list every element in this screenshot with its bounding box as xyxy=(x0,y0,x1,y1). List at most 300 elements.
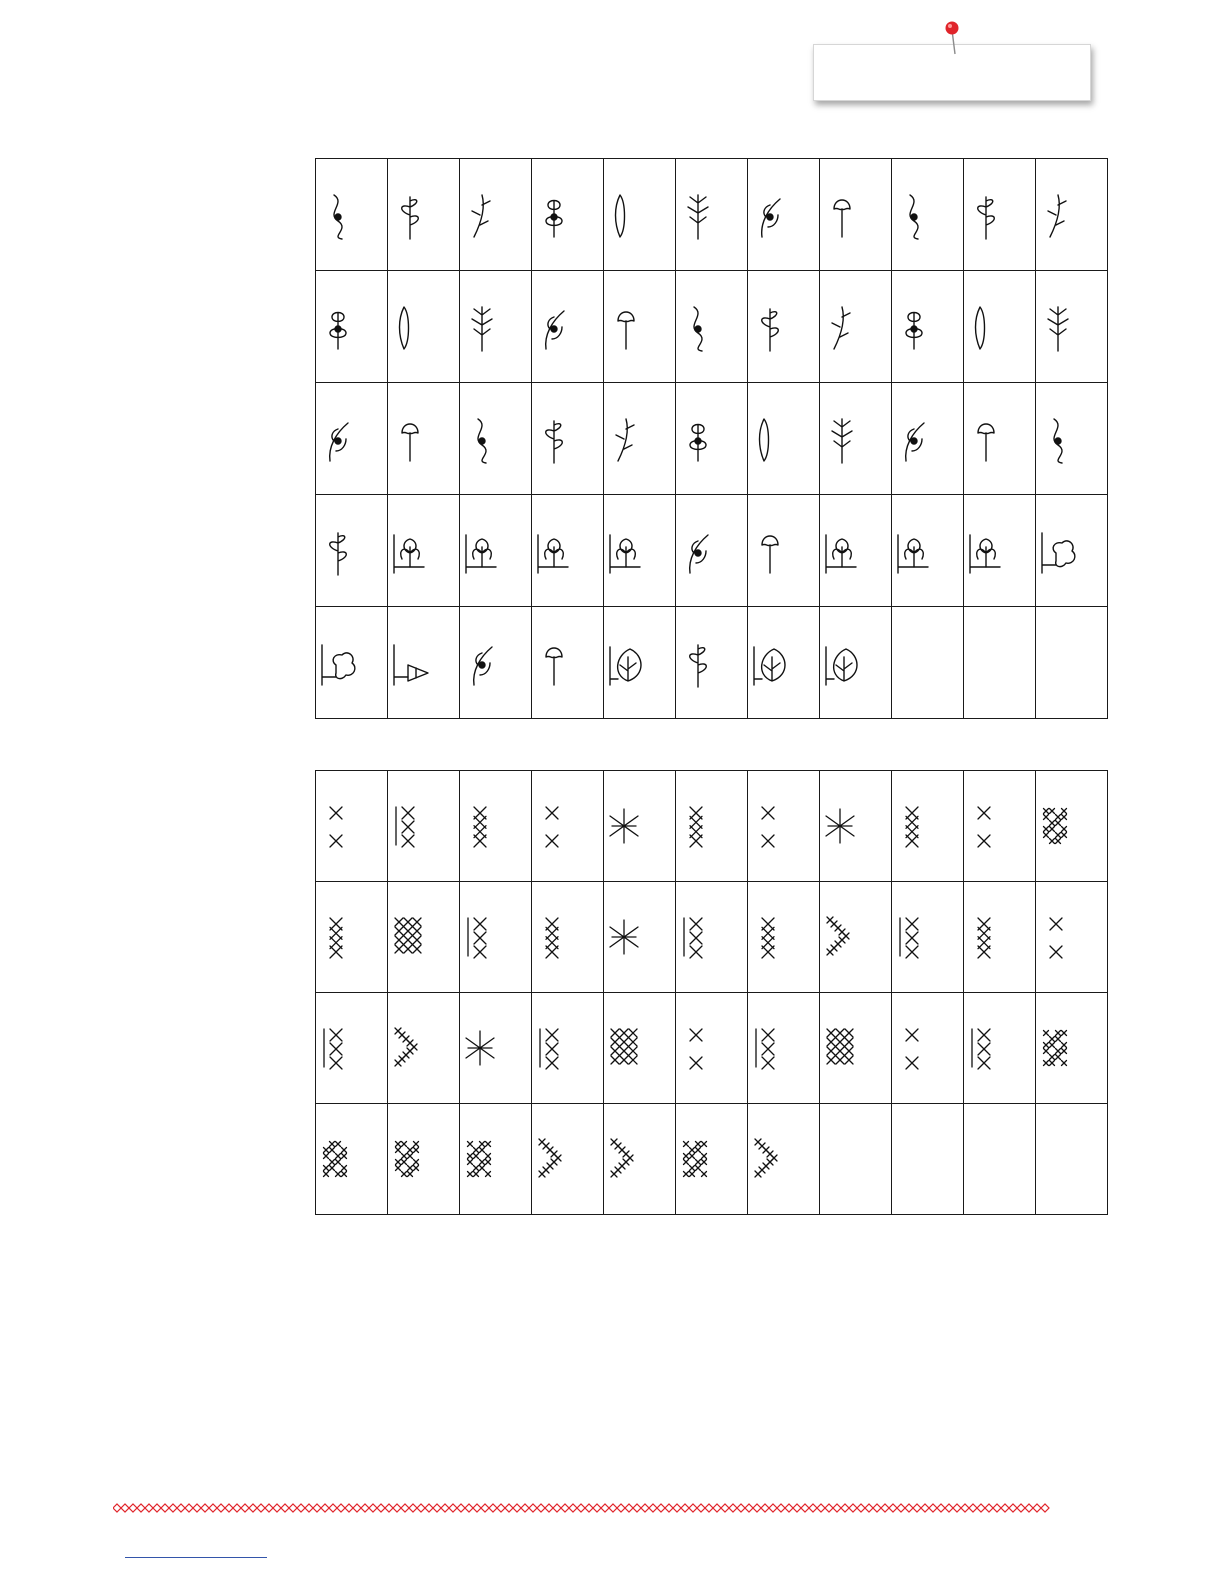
border-diamond xyxy=(329,1504,337,1512)
berry-bush-icon xyxy=(532,635,603,691)
border-diamond xyxy=(801,1504,809,1512)
two-block-icon xyxy=(460,1134,531,1184)
border-diamond xyxy=(137,1504,145,1512)
border-diamond xyxy=(185,1504,193,1512)
bud-stem-icon xyxy=(820,411,891,467)
floral-stitch-cell[interactable] xyxy=(1036,495,1108,607)
border-diamond xyxy=(313,1504,321,1512)
border-diamond xyxy=(553,1504,561,1512)
border-diamond xyxy=(577,1504,585,1512)
diamond-tree-icon xyxy=(316,912,387,962)
chevron-dots-icon xyxy=(820,912,891,962)
border-diamond xyxy=(625,1504,633,1512)
border-diamond xyxy=(377,1504,385,1512)
floral-stitch-cell[interactable] xyxy=(460,383,532,495)
border-diamond xyxy=(641,1504,649,1512)
arrow-x-icon xyxy=(604,1134,675,1184)
wheat-icon xyxy=(964,187,1035,243)
border-diamond xyxy=(785,1504,793,1512)
cross-empty-cell xyxy=(892,1104,964,1215)
border-diamond xyxy=(521,1504,529,1512)
border-diamond xyxy=(913,1504,921,1512)
border-diamond xyxy=(441,1504,449,1512)
cross-stitch-cell[interactable] xyxy=(460,1104,532,1215)
cross-stitch-cell[interactable] xyxy=(388,993,460,1104)
border-diamond xyxy=(833,1504,841,1512)
berry-branch-icon xyxy=(532,299,603,355)
border-diamond xyxy=(121,1504,129,1512)
border-diamond xyxy=(897,1504,905,1512)
border-diamond xyxy=(969,1504,977,1512)
mirror-x-icon xyxy=(532,1023,603,1073)
border-diamond xyxy=(609,1504,617,1512)
paisley-icon xyxy=(964,411,1035,467)
cross-stitch-cell[interactable] xyxy=(532,993,604,1104)
x-grid-icon xyxy=(820,1023,891,1073)
border-diamond xyxy=(865,1504,873,1512)
border-diamond xyxy=(537,1504,545,1512)
floral-stitch-cell[interactable] xyxy=(460,159,532,271)
four-petal-icon xyxy=(1036,299,1107,355)
floral-stitch-cell[interactable] xyxy=(964,495,1036,607)
x-ladder-icon xyxy=(892,912,963,962)
border-diamond xyxy=(233,1504,241,1512)
floral-stitch-cell[interactable] xyxy=(820,495,892,607)
border-diamond xyxy=(425,1504,433,1512)
border-diamond xyxy=(417,1504,425,1512)
x-offset-icon xyxy=(1036,912,1107,962)
s-key-icon xyxy=(388,1134,459,1184)
border-diamond xyxy=(985,1504,993,1512)
border-diamond xyxy=(449,1504,457,1512)
floral-stitch-cell[interactable] xyxy=(388,607,460,719)
cross-stitch-cell[interactable] xyxy=(1036,993,1108,1104)
lotus-half-icon xyxy=(460,523,531,579)
bird-flower-icon xyxy=(460,187,531,243)
cactus-icon xyxy=(820,523,891,579)
cross-stitch-cell[interactable] xyxy=(532,1104,604,1215)
border-diamond xyxy=(353,1504,361,1512)
slant-x-icon xyxy=(964,1023,1035,1073)
branch-x-icon xyxy=(964,801,1035,851)
floral-stitch-cell[interactable] xyxy=(676,607,748,719)
floral-stitch-cell[interactable] xyxy=(604,271,676,383)
border-diamond xyxy=(177,1504,185,1512)
floral-empty-cell xyxy=(1036,607,1108,719)
floral-stitch-cell[interactable] xyxy=(1036,383,1108,495)
blossom-vine-icon xyxy=(964,299,1035,355)
cross-stitch-cell[interactable] xyxy=(676,882,748,993)
cross-stitch-cell[interactable] xyxy=(316,993,388,1104)
heart-leaf-icon xyxy=(820,635,891,691)
cross-stitch-cell[interactable] xyxy=(676,1104,748,1215)
cross-empty-cell xyxy=(1036,1104,1108,1215)
cross-stitch-cell[interactable] xyxy=(820,771,892,882)
floral-stitch-cell[interactable] xyxy=(388,383,460,495)
border-diamond xyxy=(345,1504,353,1512)
border-diamond xyxy=(1041,1504,1049,1512)
floral-stitch-cell[interactable] xyxy=(748,383,820,495)
floral-stitch-cell[interactable] xyxy=(460,495,532,607)
border-diamond xyxy=(481,1504,489,1512)
y-cross-icon xyxy=(748,912,819,962)
floral-stitch-cell[interactable] xyxy=(820,607,892,719)
cross-stitch-cell[interactable] xyxy=(532,882,604,993)
checker-stair-icon xyxy=(1036,801,1107,851)
border-diamond xyxy=(705,1504,713,1512)
floral-stitch-cell[interactable] xyxy=(1036,159,1108,271)
chain-loop-icon xyxy=(892,801,963,851)
border-diamond xyxy=(1017,1504,1025,1512)
border-diamond xyxy=(153,1504,161,1512)
footer-link-underline xyxy=(125,1557,267,1558)
floral-stitch-cell[interactable] xyxy=(964,271,1036,383)
cross-stitch-cell[interactable] xyxy=(604,993,676,1104)
border-diamond xyxy=(889,1504,897,1512)
fir-tree-icon xyxy=(388,635,459,691)
cross-stitch-cell[interactable] xyxy=(892,993,964,1104)
tulip-bell-icon xyxy=(748,299,819,355)
border-diamond xyxy=(633,1504,641,1512)
border-diamond xyxy=(273,1504,281,1512)
floral-stitch-cell[interactable] xyxy=(460,271,532,383)
s-block-icon xyxy=(1036,1023,1107,1073)
border-diamond xyxy=(281,1504,289,1512)
border-diamond xyxy=(809,1504,817,1512)
leaf-fan-icon xyxy=(604,411,675,467)
star-cross-icon xyxy=(604,801,675,851)
palm-icon xyxy=(892,523,963,579)
snowflake-x-icon xyxy=(604,912,675,962)
cross-stitch-cell[interactable] xyxy=(460,882,532,993)
border-diamond xyxy=(217,1504,225,1512)
border-diamond xyxy=(761,1504,769,1512)
border-diamond xyxy=(201,1504,209,1512)
cross-stitch-cell[interactable] xyxy=(388,1104,460,1215)
border-diamond xyxy=(769,1504,777,1512)
floral-stitch-cell[interactable] xyxy=(604,607,676,719)
floral-row xyxy=(316,271,1108,383)
twist-icon xyxy=(316,523,387,579)
border-diamond xyxy=(1009,1504,1017,1512)
zigzag-x-icon xyxy=(460,912,531,962)
border-diamond xyxy=(849,1504,857,1512)
cross-stitch-cell[interactable] xyxy=(460,993,532,1104)
lattice-icon xyxy=(388,912,459,962)
bold-chevron-icon xyxy=(676,1134,747,1184)
border-diamond xyxy=(713,1504,721,1512)
round-tree-icon xyxy=(1036,523,1107,579)
cross-stitch-cell[interactable] xyxy=(316,1104,388,1215)
floral-row xyxy=(316,159,1108,271)
border-diamond xyxy=(169,1504,177,1512)
border-diamond xyxy=(241,1504,249,1512)
border-diamond xyxy=(409,1504,417,1512)
cross-stitch-cell[interactable] xyxy=(964,771,1036,882)
spiral-block-icon xyxy=(460,635,531,691)
floral-stitch-cell[interactable] xyxy=(532,271,604,383)
lattice-tall-icon xyxy=(604,1023,675,1073)
double-zigzag-icon xyxy=(532,912,603,962)
border-diamond xyxy=(825,1504,833,1512)
border-diamond xyxy=(161,1504,169,1512)
border-diamond xyxy=(673,1504,681,1512)
border-diamond xyxy=(721,1504,729,1512)
floral-stitch-table xyxy=(315,158,1108,719)
floral-stitch-cell[interactable] xyxy=(892,159,964,271)
cross-row xyxy=(316,771,1108,882)
border-diamond xyxy=(145,1504,153,1512)
cross-stitch-cell[interactable] xyxy=(676,993,748,1104)
cross-stitch-cell[interactable] xyxy=(316,882,388,993)
leaf-sprig-icon xyxy=(388,187,459,243)
braid-icon xyxy=(604,187,675,243)
cross-stitch-cell[interactable] xyxy=(1036,882,1108,993)
border-diamond xyxy=(737,1504,745,1512)
border-diamond xyxy=(249,1504,257,1512)
border-diamond xyxy=(793,1504,801,1512)
flower-vine-icon xyxy=(892,299,963,355)
s-curve-icon xyxy=(316,187,387,243)
floral-stitch-cell[interactable] xyxy=(604,383,676,495)
border-diamond xyxy=(841,1504,849,1512)
border-diamond xyxy=(289,1504,297,1512)
leaf-arc-icon xyxy=(676,299,747,355)
border-diamond xyxy=(937,1504,945,1512)
border-diamond xyxy=(225,1504,233,1512)
border-diamond xyxy=(505,1504,513,1512)
floral-row xyxy=(316,495,1108,607)
cross-stitch-cell[interactable] xyxy=(748,993,820,1104)
flower-cluster-icon xyxy=(532,187,603,243)
floral-stitch-cell[interactable] xyxy=(748,607,820,719)
floral-stitch-cell[interactable] xyxy=(1036,271,1108,383)
border-diamond xyxy=(361,1504,369,1512)
floral-row xyxy=(316,607,1108,719)
crescent-icon xyxy=(748,187,819,243)
border-diamond xyxy=(513,1504,521,1512)
floral-empty-cell xyxy=(964,607,1036,719)
floral-stitch-cell[interactable] xyxy=(532,383,604,495)
floral-stitch-cell[interactable] xyxy=(532,495,604,607)
floral-stitch-cell[interactable] xyxy=(964,159,1036,271)
border-diamond xyxy=(401,1504,409,1512)
flower-column-icon xyxy=(676,411,747,467)
cross-stitch-cell[interactable] xyxy=(388,771,460,882)
border-diamond xyxy=(129,1504,137,1512)
fern-cross-icon xyxy=(748,1023,819,1073)
floral-stitch-cell[interactable] xyxy=(892,495,964,607)
floral-empty-cell xyxy=(892,607,964,719)
border-diamond xyxy=(601,1504,609,1512)
border-diamond xyxy=(857,1504,865,1512)
floral-stitch-cell[interactable] xyxy=(892,271,964,383)
border-diamond xyxy=(745,1504,753,1512)
border-diamond xyxy=(1025,1504,1033,1512)
moon-icon xyxy=(820,187,891,243)
cross-stitch-cell[interactable] xyxy=(892,771,964,882)
decorative-diamond-border xyxy=(113,1500,1053,1516)
diamond-cross-icon xyxy=(388,801,459,851)
grass-blade-icon xyxy=(388,299,459,355)
floral-stitch-cell[interactable] xyxy=(820,159,892,271)
border-diamond xyxy=(697,1504,705,1512)
cross-stitch-cell[interactable] xyxy=(748,1104,820,1215)
border-diamond xyxy=(433,1504,441,1512)
cross-stitch-cell[interactable] xyxy=(748,882,820,993)
border-diamond xyxy=(545,1504,553,1512)
border-diamond xyxy=(961,1504,969,1512)
cross-stitch-cell[interactable] xyxy=(388,882,460,993)
border-diamond xyxy=(777,1504,785,1512)
border-diamond xyxy=(681,1504,689,1512)
angle-block-icon xyxy=(316,1134,387,1184)
push-pin-icon xyxy=(940,18,970,60)
border-diamond xyxy=(321,1504,329,1512)
cross-stitch-cell[interactable] xyxy=(964,993,1036,1104)
oak-leaf-icon xyxy=(604,635,675,691)
border-diamond xyxy=(817,1504,825,1512)
dandelion-icon xyxy=(748,411,819,467)
rosebud-icon xyxy=(820,299,891,355)
cross-stitch-table xyxy=(315,770,1108,1215)
border-diamond xyxy=(881,1504,889,1512)
lotus-large-icon xyxy=(604,523,675,579)
cross-stitch-cell[interactable] xyxy=(892,882,964,993)
floral-stitch-cell[interactable] xyxy=(460,607,532,719)
cross-stack-icon xyxy=(316,801,387,851)
chevron-x-icon xyxy=(532,1134,603,1184)
floral-stitch-cell[interactable] xyxy=(676,159,748,271)
border-diamond xyxy=(457,1504,465,1512)
border-diamond xyxy=(337,1504,345,1512)
border-diamond xyxy=(905,1504,913,1512)
border-diamond xyxy=(977,1504,985,1512)
x-arrow-icon xyxy=(388,1023,459,1073)
border-diamond xyxy=(617,1504,625,1512)
dahlia-icon xyxy=(604,299,675,355)
floral-stitch-cell[interactable] xyxy=(388,271,460,383)
floral-stitch-cell[interactable] xyxy=(316,159,388,271)
cross-stitch-cell[interactable] xyxy=(748,771,820,882)
floral-stitch-cell[interactable] xyxy=(316,607,388,719)
border-diamond xyxy=(585,1504,593,1512)
cross-row xyxy=(316,882,1108,993)
border-diamond xyxy=(1001,1504,1009,1512)
v-cross-icon xyxy=(748,1134,819,1184)
floral-stitch-cell[interactable] xyxy=(892,383,964,495)
fern-icon xyxy=(892,187,963,243)
shamrock-icon xyxy=(676,635,747,691)
cross-stitch-cell[interactable] xyxy=(460,771,532,882)
floral-stitch-cell[interactable] xyxy=(820,383,892,495)
floral-stitch-cell[interactable] xyxy=(388,495,460,607)
floral-stitch-cell[interactable] xyxy=(604,159,676,271)
double-x-icon xyxy=(532,801,603,851)
floral-stitch-cell[interactable] xyxy=(388,159,460,271)
border-diamond xyxy=(945,1504,953,1512)
border-diamond xyxy=(953,1504,961,1512)
border-diamond xyxy=(873,1504,881,1512)
cross-stitch-cell[interactable] xyxy=(820,882,892,993)
flower-stem-icon xyxy=(460,299,531,355)
floral-stitch-cell[interactable] xyxy=(820,271,892,383)
border-diamond xyxy=(929,1504,937,1512)
loop-chain-icon xyxy=(676,1023,747,1073)
cross-stitch-cell[interactable] xyxy=(604,1104,676,1215)
cross-row xyxy=(316,1104,1108,1215)
border-diamond xyxy=(305,1504,313,1512)
cross-column-icon xyxy=(676,912,747,962)
floral-stitch-cell[interactable] xyxy=(964,383,1036,495)
floral-row xyxy=(316,383,1108,495)
floral-stitch-cell[interactable] xyxy=(676,495,748,607)
sprout-icon xyxy=(1036,187,1107,243)
braid-dense-icon xyxy=(676,187,747,243)
floral-stitch-cell[interactable] xyxy=(316,271,388,383)
border-diamond xyxy=(569,1504,577,1512)
cross-stitch-cell[interactable] xyxy=(676,771,748,882)
lotus-icon xyxy=(388,523,459,579)
cross-stitch-cell[interactable] xyxy=(316,771,388,882)
cross-stitch-cell[interactable] xyxy=(604,771,676,882)
floral-stitch-cell[interactable] xyxy=(676,383,748,495)
border-diamond xyxy=(465,1504,473,1512)
border-diamond xyxy=(665,1504,673,1512)
floral-stitch-cell[interactable] xyxy=(748,495,820,607)
cross-stitch-cell[interactable] xyxy=(532,771,604,882)
border-diamond xyxy=(529,1504,537,1512)
cross-row xyxy=(316,993,1108,1104)
floral-stitch-cell[interactable] xyxy=(316,495,388,607)
leaf-scroll-icon xyxy=(532,411,603,467)
grass-tuft-icon xyxy=(892,411,963,467)
floral-stitch-cell[interactable] xyxy=(748,159,820,271)
border-diamond xyxy=(265,1504,273,1512)
floral-stitch-cell[interactable] xyxy=(748,271,820,383)
x-chain-icon xyxy=(460,801,531,851)
border-diamond xyxy=(1033,1504,1041,1512)
border-diamond xyxy=(753,1504,761,1512)
border-diamond xyxy=(729,1504,737,1512)
leaf-bold-icon xyxy=(676,523,747,579)
cloud-tree-icon xyxy=(316,635,387,691)
border-diamond xyxy=(689,1504,697,1512)
floral-stitch-cell[interactable] xyxy=(532,159,604,271)
curl-sprout-icon xyxy=(388,411,459,467)
floral-stitch-cell[interactable] xyxy=(532,607,604,719)
tree-branch-icon xyxy=(460,411,531,467)
clover-icon xyxy=(316,411,387,467)
cross-stitch-cell[interactable] xyxy=(964,882,1036,993)
star-burst-icon xyxy=(460,1023,531,1073)
floral-stitch-cell[interactable] xyxy=(604,495,676,607)
border-diamond xyxy=(993,1504,1001,1512)
bar-x-icon xyxy=(676,801,747,851)
cross-stitch-cell[interactable] xyxy=(820,993,892,1104)
border-diamond xyxy=(497,1504,505,1512)
floral-stitch-cell[interactable] xyxy=(316,383,388,495)
maple-leaf-icon xyxy=(748,635,819,691)
border-diamond xyxy=(193,1504,201,1512)
floral-stitch-cell[interactable] xyxy=(676,271,748,383)
border-diamond xyxy=(297,1504,305,1512)
border-diamond xyxy=(209,1504,217,1512)
half-sunflower-icon xyxy=(964,523,1035,579)
feather-leaf-icon xyxy=(1036,411,1107,467)
cross-stitch-cell[interactable] xyxy=(1036,771,1108,882)
cross-stitch-cell[interactable] xyxy=(604,882,676,993)
